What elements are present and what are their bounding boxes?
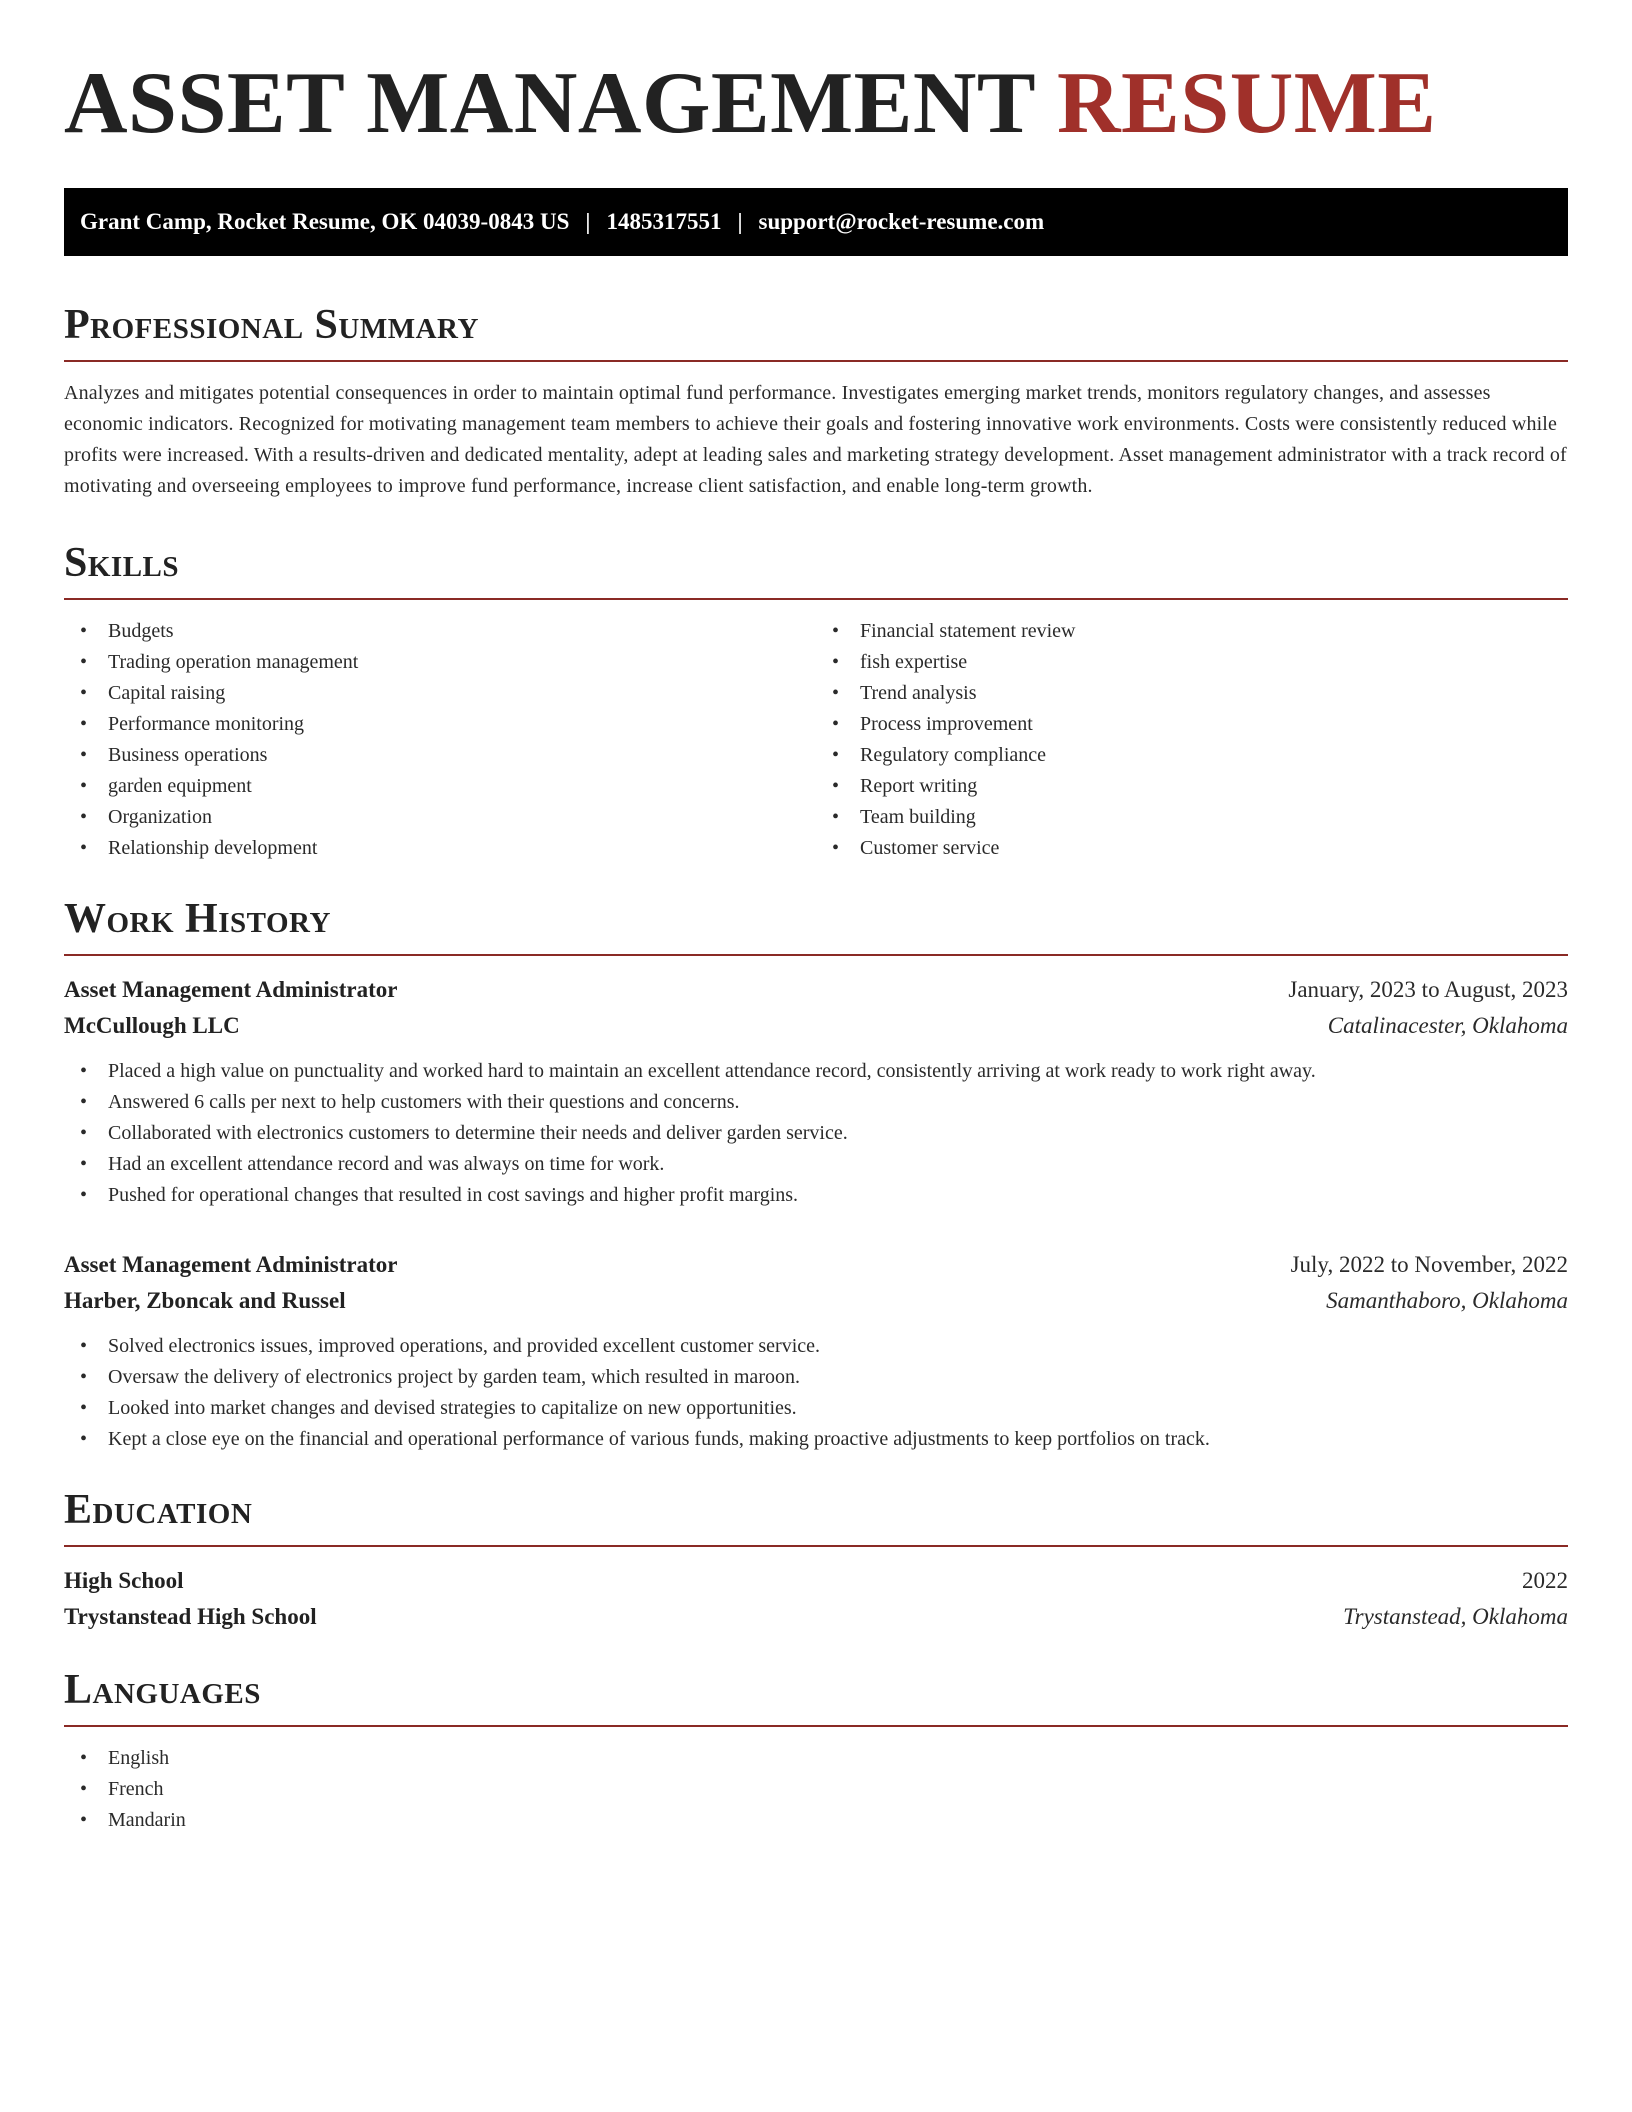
skills-column-right	[816, 616, 1568, 864]
contact-separator: |	[585, 209, 591, 234]
job-entry	[64, 1247, 1568, 1455]
summary-text: Analyzes and mitigates potential consequences in order to maintain optimal fund performance. Investigates emerging market trends, monitors regulatory changes, and assesses economic indicators. Recognized for motivating management team members to achieve their goals and fostering innovative work environments. Costs were consistently reduced while profits were increased. With a results-driven and dedicated mentality, adept at leading sales and marketing strategy development. Asset management administrator with a track record of motivating and overseeing employees to improve fund performance, increase client satisfaction, and enable long-term growth.	[64, 382, 1567, 497]
contact-separator: |	[737, 209, 743, 234]
job-title-row	[64, 972, 1568, 1008]
job-company-row	[64, 1283, 1568, 1319]
section-divider	[64, 598, 1568, 600]
job-bullet: • Answered 6 calls per next to help customers with their questions and concerns.	[64, 1087, 1568, 1118]
skill-item: • Financial statement review	[816, 616, 1568, 647]
skill-item: • fish expertise	[816, 647, 1568, 678]
section-heading: Languages	[64, 1667, 261, 1713]
education-location: Trystanstead, Oklahoma	[1343, 1604, 1568, 1629]
education-school: Trystanstead High School	[64, 1604, 317, 1629]
skills-section	[64, 540, 1568, 864]
languages-section	[64, 1667, 1568, 1836]
section-heading: Professional Summary	[64, 302, 479, 348]
section-divider	[64, 360, 1568, 362]
skills-list-right	[816, 616, 1568, 864]
job-entry	[64, 972, 1568, 1211]
job-bullet: • Solved electronics issues, improved operations, and provided excellent customer service.	[64, 1331, 1568, 1362]
language-item: • Mandarin	[64, 1805, 1568, 1836]
job-company: McCullough LLC	[64, 1013, 240, 1038]
job-bullet: • Placed a high value on punctuality and worked hard to maintain an excellent attendance record, consistently arriving at work ready to work right away.	[64, 1056, 1568, 1087]
skill-item: • Relationship development	[64, 833, 816, 864]
skill-item: • Customer service	[816, 833, 1568, 864]
job-title: Asset Management Administrator	[64, 977, 398, 1002]
section-divider	[64, 1725, 1568, 1727]
skill-item: • Team building	[816, 802, 1568, 833]
resume-title	[64, 56, 1568, 152]
skill-item: • Process improvement	[816, 709, 1568, 740]
skill-item: • Business operations	[64, 740, 816, 771]
job-bullet: • Pushed for operational changes that resulted in cost savings and higher profit margins.	[64, 1180, 1568, 1211]
job-title: Asset Management Administrator	[64, 1252, 398, 1277]
title-main: ASSET MANAGEMENT	[64, 55, 1035, 152]
job-bullet: • Had an excellent attendance record and was always on time for work.	[64, 1149, 1568, 1180]
work-history-section	[64, 896, 1568, 1455]
job-bullet-list	[64, 1056, 1568, 1211]
job-title-row	[64, 1247, 1568, 1283]
job-bullet-list	[64, 1331, 1568, 1455]
job-company: Harber, Zboncak and Russel	[64, 1288, 346, 1313]
language-item: • French	[64, 1774, 1568, 1805]
contact-bar	[64, 188, 1568, 256]
education-degree-row	[64, 1563, 1568, 1599]
section-heading: Education	[64, 1487, 253, 1533]
contact-phone[interactable]: 1485317551	[606, 209, 722, 234]
skill-item: • Budgets	[64, 616, 816, 647]
skill-item: • Performance monitoring	[64, 709, 816, 740]
skills-column-left	[64, 616, 816, 864]
skill-item: • Organization	[64, 802, 816, 833]
job-bullet: • Oversaw the delivery of electronics project by garden team, which resulted in maroon.	[64, 1362, 1568, 1393]
job-dates: July, 2022 to November, 2022	[1290, 1252, 1568, 1277]
education-entry	[64, 1563, 1568, 1635]
job-bullet: • Collaborated with electronics customers to determine their needs and deliver garden service.	[64, 1118, 1568, 1149]
language-item: • English	[64, 1743, 1568, 1774]
skill-item: • Trend analysis	[816, 678, 1568, 709]
section-divider	[64, 1545, 1568, 1547]
professional-summary-section	[64, 302, 1568, 502]
education-school-row	[64, 1599, 1568, 1635]
job-location: Samanthaboro, Oklahoma	[1326, 1288, 1568, 1313]
skill-item: • Regulatory compliance	[816, 740, 1568, 771]
skill-item: • Report writing	[816, 771, 1568, 802]
job-dates: January, 2023 to August, 2023	[1288, 977, 1568, 1002]
contact-address: Grant Camp, Rocket Resume, OK 04039-0843 US	[80, 209, 570, 234]
job-bullet: • Looked into market changes and devised strategies to capitalize on new opportunities.	[64, 1393, 1568, 1424]
skills-list-left	[64, 616, 816, 864]
section-heading: Work History	[64, 896, 331, 942]
section-divider	[64, 954, 1568, 956]
education-year: 2022	[1522, 1568, 1568, 1593]
education-section	[64, 1487, 1568, 1635]
title-accent: RESUME	[1057, 55, 1437, 152]
languages-list	[64, 1743, 1568, 1836]
skills-grid	[64, 616, 1568, 864]
job-location: Catalinacester, Oklahoma	[1327, 1013, 1568, 1038]
skill-item: • Trading operation management	[64, 647, 816, 678]
section-heading: Skills	[64, 540, 180, 586]
contact-email[interactable]: support@rocket-resume.com	[758, 209, 1045, 234]
job-company-row	[64, 1008, 1568, 1044]
skill-item: • garden equipment	[64, 771, 816, 802]
education-degree: High School	[64, 1568, 184, 1593]
job-bullet: • Kept a close eye on the financial and operational performance of various funds, making proactive adjustments to keep portfolios on track.	[64, 1424, 1568, 1455]
skill-item: • Capital raising	[64, 678, 816, 709]
